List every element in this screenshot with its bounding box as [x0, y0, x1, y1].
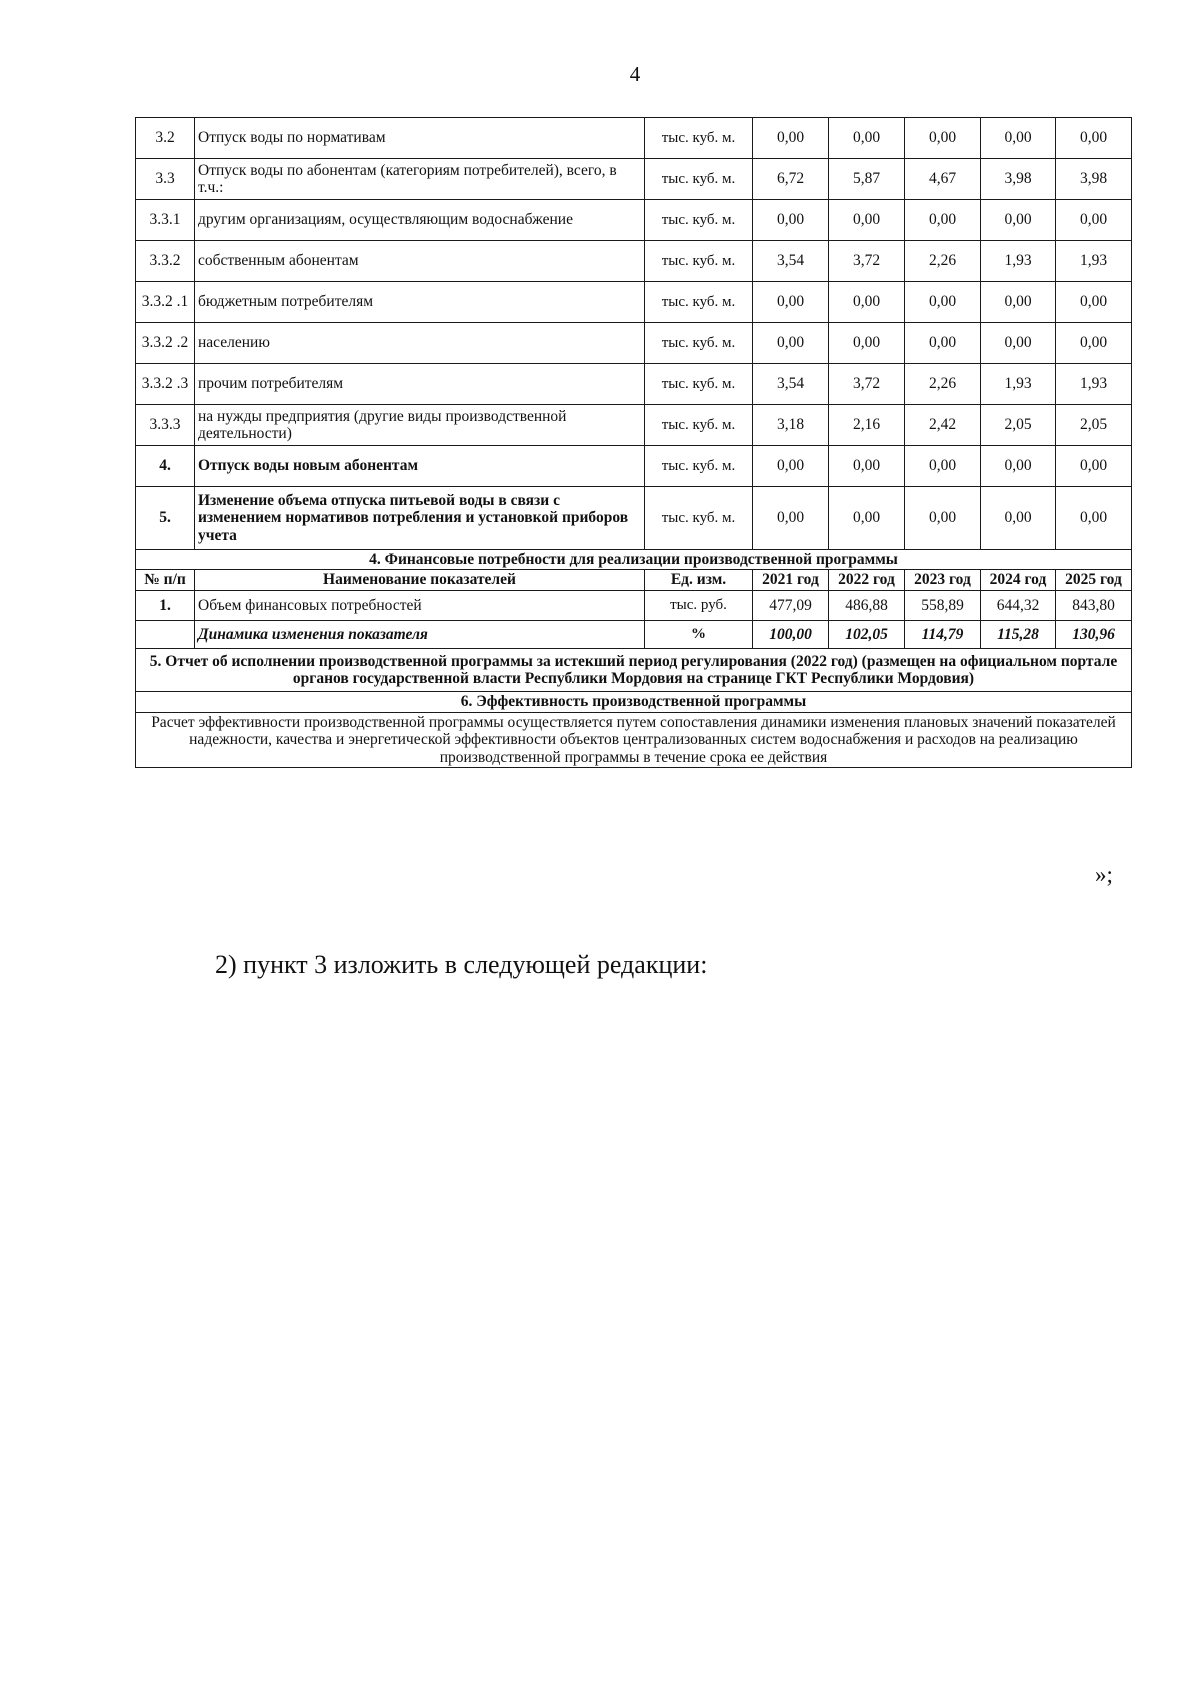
value-2023: 2,26: [905, 364, 981, 405]
value-2022: 3,72: [829, 364, 905, 405]
section-4-title: 4. Финансовые потребности для реализации производственной программы: [136, 550, 1132, 570]
value-2022: 3,72: [829, 241, 905, 282]
header-year-2022: 2022 год: [829, 570, 905, 590]
row-number: 1.: [136, 590, 195, 620]
value-2021: 3,18: [753, 405, 829, 446]
value-2025: 2,05: [1056, 405, 1132, 446]
row-unit: тыс. куб. м.: [645, 282, 753, 323]
finance-header-row: [136, 570, 1132, 590]
row-name: Отпуск воды по нормативам: [195, 118, 645, 159]
row-unit: %: [645, 620, 753, 648]
header-name: Наименование показателей: [195, 570, 645, 590]
value-2025: 0,00: [1056, 323, 1132, 364]
value-2025: 0,00: [1056, 118, 1132, 159]
row-name: прочим потребителям: [195, 364, 645, 405]
row-number: 3.2: [136, 118, 195, 159]
value-2021: 0,00: [753, 323, 829, 364]
volume-row: [136, 405, 1132, 446]
finance-volume-row: [136, 590, 1132, 620]
value-2022: 486,88: [829, 590, 905, 620]
row-number: 3.3.3: [136, 405, 195, 446]
header-year-2023: 2023 год: [905, 570, 981, 590]
row-unit: тыс. куб. м.: [645, 118, 753, 159]
value-2024: 0,00: [981, 200, 1056, 241]
value-2021: 0,00: [753, 118, 829, 159]
header-year-2025: 2025 год: [1056, 570, 1132, 590]
amendment-text: 2) пункт 3 изложить в следующей редакции:: [215, 950, 708, 979]
section-5-row: [136, 648, 1132, 692]
row-number: 3.3.2 .1: [136, 282, 195, 323]
value-2021: 0,00: [753, 487, 829, 550]
value-2025: 0,00: [1056, 200, 1132, 241]
row-number: 5.: [136, 487, 195, 550]
row-unit: тыс. куб. м.: [645, 487, 753, 550]
value-2024: 0,00: [981, 282, 1056, 323]
value-2022: 0,00: [829, 118, 905, 159]
row-name: на нужды предприятия (другие виды производственной деятельности): [195, 405, 645, 446]
volume-row: [136, 118, 1132, 159]
value-2021: 3,54: [753, 364, 829, 405]
value-2023: 0,00: [905, 118, 981, 159]
value-2023: 0,00: [905, 200, 981, 241]
volume-row: [136, 200, 1132, 241]
value-2022: 5,87: [829, 159, 905, 200]
value-2025: 3,98: [1056, 159, 1132, 200]
row-new-subscribers: [136, 446, 1132, 487]
value-2021: 3,54: [753, 241, 829, 282]
value-2023: 4,67: [905, 159, 981, 200]
value-2022: 0,00: [829, 323, 905, 364]
value-2025: 1,93: [1056, 364, 1132, 405]
header-year-2021: 2021 год: [753, 570, 829, 590]
row-number: 3.3.2 .2: [136, 323, 195, 364]
row-unit: тыс. куб. м.: [645, 159, 753, 200]
value-2021: 0,00: [753, 282, 829, 323]
row-number: 3.3: [136, 159, 195, 200]
volume-row: [136, 241, 1132, 282]
value-2025: 1,93: [1056, 241, 1132, 282]
row-unit: тыс. куб. м.: [645, 200, 753, 241]
value-2023: 558,89: [905, 590, 981, 620]
row-unit: тыс. руб.: [645, 590, 753, 620]
page-number: 4: [629, 62, 641, 86]
row-name: Отпуск воды новым абонентам: [195, 446, 645, 487]
row-name: Отпуск воды по абонентам (категориям потребителей), всего, в т.ч.:: [195, 159, 645, 200]
value-2025: 0,00: [1056, 446, 1132, 487]
volume-row: [136, 364, 1132, 405]
value-2022: 0,00: [829, 200, 905, 241]
closing-quote: »;: [1095, 862, 1113, 887]
volume-row: [136, 282, 1132, 323]
row-number: 3.3.2: [136, 241, 195, 282]
row-number-empty: [136, 620, 195, 648]
value-2021: 100,00: [753, 620, 829, 648]
volume-row: [136, 159, 1132, 200]
value-2021: 0,00: [753, 446, 829, 487]
value-2024: 115,28: [981, 620, 1056, 648]
value-2021: 477,09: [753, 590, 829, 620]
value-2024: 0,00: [981, 487, 1056, 550]
value-2022: 0,00: [829, 487, 905, 550]
row-unit: тыс. куб. м.: [645, 446, 753, 487]
value-2023: 0,00: [905, 446, 981, 487]
value-2024: 1,93: [981, 241, 1056, 282]
section-6-text: Расчет эффективности производственной программы осуществляется путем сопоставления динамики изменения плановых значений показателей надежности, качества и энергетической эффективности объектов централизованных систем водоснабжения и расходов на реализацию производственной программы в течение срока ее действия: [136, 712, 1132, 767]
value-2023: 2,26: [905, 241, 981, 282]
value-2024: 644,32: [981, 590, 1056, 620]
row-name: населению: [195, 323, 645, 364]
section-6-heading-row: [136, 692, 1132, 712]
row-unit: тыс. куб. м.: [645, 323, 753, 364]
row-name: другим организациям, осуществляющим водоснабжение: [195, 200, 645, 241]
header-num: № п/п: [136, 570, 195, 590]
value-2021: 6,72: [753, 159, 829, 200]
value-2021: 0,00: [753, 200, 829, 241]
row-number: 3.3.1: [136, 200, 195, 241]
row-number: 4.: [136, 446, 195, 487]
value-2024: 0,00: [981, 446, 1056, 487]
value-2022: 0,00: [829, 282, 905, 323]
value-2025: 843,80: [1056, 590, 1132, 620]
value-2023: 0,00: [905, 487, 981, 550]
section-4-heading-row: [136, 550, 1132, 570]
row-number: 3.3.2 .3: [136, 364, 195, 405]
row-name: бюджетным потребителям: [195, 282, 645, 323]
row-unit: тыс. куб. м.: [645, 241, 753, 282]
value-2025: 0,00: [1056, 487, 1132, 550]
value-2023: 0,00: [905, 323, 981, 364]
volume-rows: [136, 118, 1132, 446]
row-name: собственным абонентам: [195, 241, 645, 282]
row-norm-change: [136, 487, 1132, 550]
value-2024: 0,00: [981, 118, 1056, 159]
value-2023: 2,42: [905, 405, 981, 446]
section-6-text-row: [136, 712, 1132, 767]
value-2025: 0,00: [1056, 282, 1132, 323]
value-2024: 0,00: [981, 323, 1056, 364]
value-2022: 2,16: [829, 405, 905, 446]
section-6-title: 6. Эффективность производственной программы: [136, 692, 1132, 712]
value-2023: 114,79: [905, 620, 981, 648]
value-2024: 1,93: [981, 364, 1056, 405]
value-2024: 3,98: [981, 159, 1056, 200]
section-5-title: 5. Отчет об исполнении производственной программы за истекший период регулирования (2022 год) (размещен на официальном портале органов государственной власти Республики Мордовия на странице ГКТ Республики Мордовия): [136, 648, 1132, 692]
volume-row: [136, 323, 1132, 364]
value-2024: 2,05: [981, 405, 1056, 446]
program-table: [135, 117, 1132, 768]
row-name: Динамика изменения показателя: [195, 620, 645, 648]
row-name: Объем финансовых потребностей: [195, 590, 645, 620]
row-name: Изменение объема отпуска питьевой воды в связи с изменением нормативов потребления и установкой приборов учета: [195, 487, 645, 550]
value-2022: 0,00: [829, 446, 905, 487]
value-2025: 130,96: [1056, 620, 1132, 648]
header-unit: Ед. изм.: [645, 570, 753, 590]
value-2023: 0,00: [905, 282, 981, 323]
header-year-2024: 2024 год: [981, 570, 1056, 590]
finance-dynamics-row: [136, 620, 1132, 648]
row-unit: тыс. куб. м.: [645, 405, 753, 446]
row-unit: тыс. куб. м.: [645, 364, 753, 405]
value-2022: 102,05: [829, 620, 905, 648]
